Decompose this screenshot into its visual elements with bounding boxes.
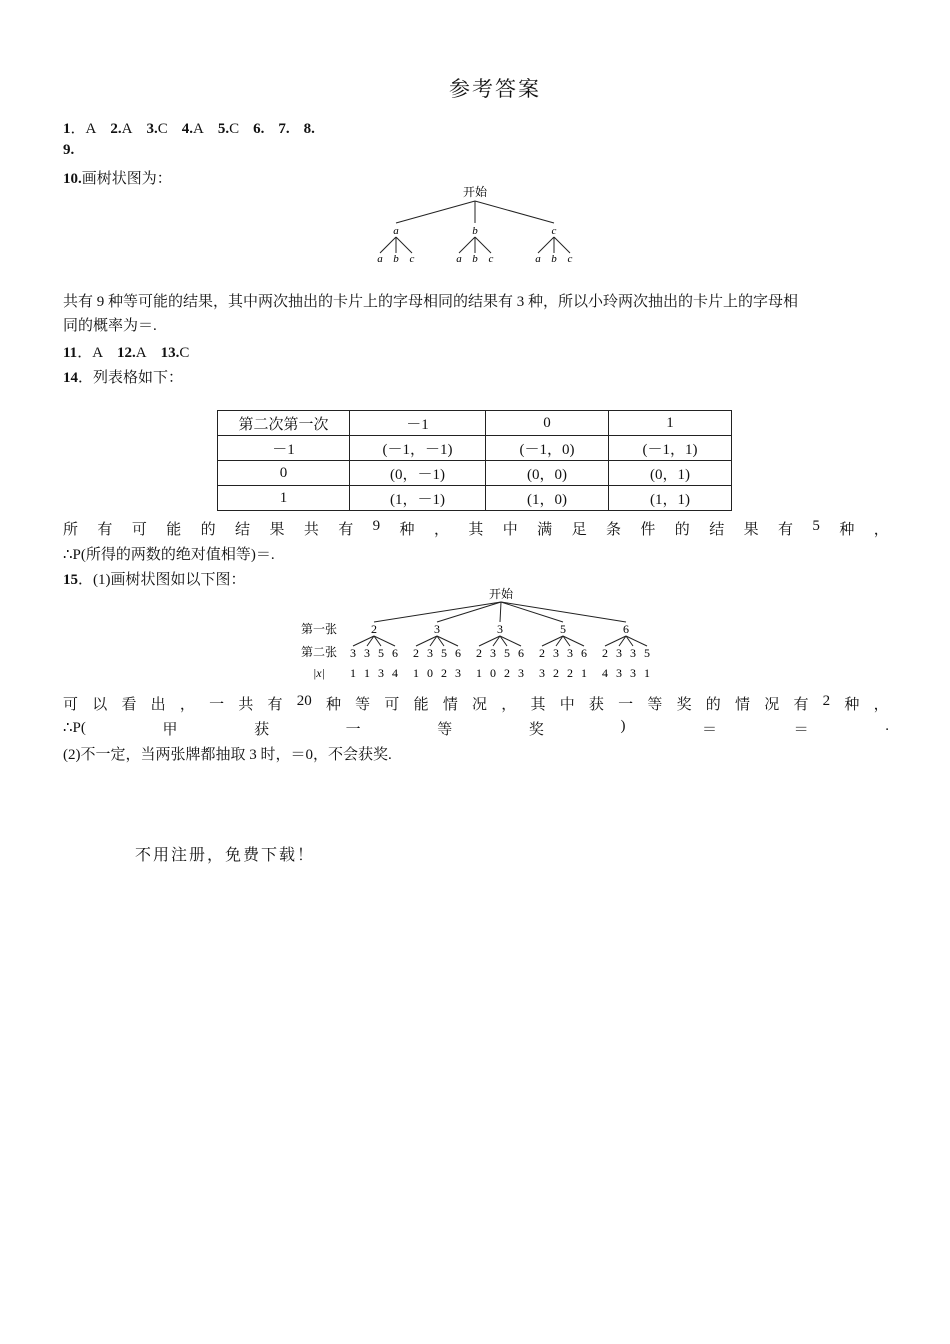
tree-node-level2: b xyxy=(551,253,557,265)
abs-diff-value: 3 xyxy=(616,666,622,680)
text-token: 有 xyxy=(338,522,354,538)
second-card-node: 3 xyxy=(364,646,370,660)
tree-node-level2: a xyxy=(456,253,462,265)
first-card-node: 2 xyxy=(371,622,377,636)
second-card-node: 2 xyxy=(539,646,545,660)
answer-item: 4.A xyxy=(181,121,204,137)
text-token: 况 xyxy=(472,697,488,713)
table-row xyxy=(218,486,732,511)
abs-diff-value: 1 xyxy=(350,666,356,680)
text-token: 奖 xyxy=(676,697,692,713)
row-head: －1 xyxy=(218,436,350,461)
row-head: 0 xyxy=(218,461,350,486)
second-card-node: 5 xyxy=(441,646,447,660)
tree-node-level2: b xyxy=(472,253,478,265)
text-token: ∴P( xyxy=(63,720,86,736)
text-token: 有 xyxy=(778,522,794,538)
text-token: 结 xyxy=(709,522,725,538)
text-token: 获 xyxy=(254,722,270,738)
answer-item: 6. xyxy=(253,121,265,137)
abs-diff-value: 3 xyxy=(539,666,545,680)
second-card-node: 5 xyxy=(378,646,384,660)
text-token: 一 xyxy=(345,722,361,738)
abs-diff-value: 4 xyxy=(602,666,608,680)
tree-node-level2: c xyxy=(567,253,573,265)
text-token: 果 xyxy=(269,522,285,538)
table-cell: (0，－1) xyxy=(350,461,486,486)
second-card-node: 5 xyxy=(504,646,510,660)
abs-diff-value: 2 xyxy=(504,666,510,680)
first-card-node: 3 xyxy=(434,622,440,636)
answer-item: 11．A xyxy=(63,345,104,361)
answer-item: 5.C xyxy=(217,121,240,137)
first-card-node: 3 xyxy=(497,622,503,636)
footer-note: 不用注册，免费下载！ xyxy=(135,847,316,864)
col-head: －1 xyxy=(350,411,486,436)
table-row xyxy=(218,436,732,461)
text-token: 一 xyxy=(209,697,225,713)
tree-root: 开始 xyxy=(488,587,514,601)
question-10: 10.画树状图为： xyxy=(63,171,172,187)
text-token: 共 xyxy=(238,697,254,713)
text-token: . xyxy=(885,718,889,734)
tree-node-level1: a xyxy=(393,225,399,237)
question-15: 15．(1)画树状图如以下图： xyxy=(63,572,246,588)
text-token: 有 xyxy=(267,697,283,713)
abs-diff-value: 3 xyxy=(630,666,636,680)
text-token: 5 xyxy=(812,518,820,534)
text-token: 等 xyxy=(647,697,663,713)
abs-diff-value: 2 xyxy=(567,666,573,680)
table-cell: (1，0) xyxy=(486,486,609,511)
label-abs-diff: |x| xyxy=(313,666,325,680)
first-card-node: 5 xyxy=(560,622,566,636)
second-card-node: 2 xyxy=(413,646,419,660)
table-cell: (－1，－1) xyxy=(350,436,486,461)
table-cell: (0，0) xyxy=(486,461,609,486)
tree-node-level2: a xyxy=(535,253,541,265)
text-token: ＝ xyxy=(793,722,809,738)
text-token: 甲 xyxy=(162,722,178,738)
abs-diff-value: 0 xyxy=(427,666,433,680)
text-token: 情 xyxy=(735,697,751,713)
abs-diff-value: 3 xyxy=(518,666,524,680)
tree-node-level2: b xyxy=(393,253,399,265)
tree-node-level2: a xyxy=(377,253,383,265)
text-token: 出 xyxy=(150,697,166,713)
text-token: 件 xyxy=(640,522,656,538)
text-token: 获 xyxy=(588,697,604,713)
label-first-card: 第一张 xyxy=(301,622,338,636)
second-card-node: 3 xyxy=(427,646,433,660)
tree-node-level2: c xyxy=(488,253,494,265)
answer-item: 2.A xyxy=(110,121,133,137)
answers-row-2 xyxy=(63,341,203,362)
abs-diff-value: 1 xyxy=(644,666,650,680)
tree-node-level1: b xyxy=(472,225,478,237)
second-card-node: 3 xyxy=(350,646,356,660)
first-card-node: 6 xyxy=(623,622,629,636)
abs-diff-value: 2 xyxy=(441,666,447,680)
abs-diff-value: 1 xyxy=(364,666,370,680)
text-token: 的 xyxy=(200,522,216,538)
abs-diff-value: 3 xyxy=(455,666,461,680)
text-token: 能 xyxy=(413,697,429,713)
row-head: 1 xyxy=(218,486,350,511)
text-token: 一 xyxy=(618,697,634,713)
text-token: 足 xyxy=(571,522,587,538)
text-token: 2 xyxy=(822,693,831,709)
text-token: 况 xyxy=(764,697,780,713)
text-token: 9 xyxy=(372,518,381,534)
q15-part2: (2)不一定，当两张牌都抽取 3 时，＝0，不会获奖. xyxy=(63,747,392,763)
second-card-node: 2 xyxy=(476,646,482,660)
table-cell: (1，－1) xyxy=(350,486,486,511)
text-token: 可 xyxy=(63,697,79,713)
text-token: ， xyxy=(433,522,449,538)
table-cell: (－1，1) xyxy=(609,436,732,461)
text-token: ) xyxy=(620,718,626,734)
text-token: 可 xyxy=(131,522,147,538)
tree-node-level1: c xyxy=(551,225,557,237)
second-card-node: 3 xyxy=(630,646,636,660)
second-card-node: 5 xyxy=(644,646,650,660)
table-row xyxy=(218,461,732,486)
question-14: 14．列表格如下： xyxy=(63,370,184,386)
answer-item: 13.C xyxy=(160,345,190,361)
text-token: 看 xyxy=(121,697,137,713)
second-card-node: 3 xyxy=(567,646,573,660)
second-card-node: 6 xyxy=(455,646,461,660)
abs-diff-value: 4 xyxy=(392,666,398,680)
text-token: 奖 xyxy=(528,722,544,738)
answer-item: 1．A xyxy=(63,121,97,137)
text-token: 中 xyxy=(559,697,575,713)
col-head: 1 xyxy=(609,411,732,436)
table-cell: (0，1) xyxy=(609,461,732,486)
second-card-node: 3 xyxy=(490,646,496,660)
second-card-node: 2 xyxy=(602,646,608,660)
second-card-node: 6 xyxy=(392,646,398,660)
abs-diff-value: 2 xyxy=(553,666,559,680)
q10-result-line1: 共有 9 种等可能的结果，其中两次抽出的卡片上的字母相同的结果有 3 种，所以小玲两次抽出的卡片上的字母相 xyxy=(63,294,799,310)
text-token: 其 xyxy=(468,522,484,538)
page-title: 参考答案 xyxy=(449,77,541,101)
text-token: 其 xyxy=(530,697,546,713)
text-token: 有 xyxy=(97,522,113,538)
text-token: 的 xyxy=(674,522,690,538)
abs-diff-value: 0 xyxy=(490,666,496,680)
abs-diff-value: 1 xyxy=(476,666,482,680)
q14-result-line2: ∴P(所得的两数的绝对值相等)＝. xyxy=(63,547,275,563)
abs-diff-value: 3 xyxy=(378,666,384,680)
tree-node-level2: c xyxy=(409,253,415,265)
result-table xyxy=(217,410,732,511)
tree-diagram-letters xyxy=(368,182,588,268)
text-token: 种 xyxy=(325,697,341,713)
text-token: 条 xyxy=(605,522,621,538)
table-cell: (－1，0) xyxy=(486,436,609,461)
text-token: 的 xyxy=(705,697,721,713)
text-token: 种 xyxy=(844,697,860,713)
q14-result-line1 xyxy=(63,518,889,539)
second-card-node: 6 xyxy=(581,646,587,660)
tree-diagram-cards xyxy=(295,584,665,684)
abs-diff-value: 1 xyxy=(581,666,587,680)
second-card-node: 3 xyxy=(553,646,559,660)
q10-result-line2: 同的概率为＝. xyxy=(63,318,157,334)
answer-item: 3.C xyxy=(146,121,168,137)
q15-result-line2 xyxy=(63,718,889,739)
text-token: ＝ xyxy=(702,722,718,738)
table-corner: 第二次第一次 xyxy=(218,411,350,436)
text-token: ， xyxy=(873,697,889,713)
text-token: 果 xyxy=(743,522,759,538)
table-cell: (1，1) xyxy=(609,486,732,511)
text-token: ， xyxy=(501,697,517,713)
text-token: 种 xyxy=(839,522,855,538)
text-token: 等 xyxy=(437,722,453,738)
text-token: ， xyxy=(873,522,889,538)
answer-item: 8. xyxy=(303,121,315,137)
text-token: 能 xyxy=(166,522,182,538)
text-token: ， xyxy=(179,697,195,713)
text-token: 中 xyxy=(502,522,518,538)
answer-item: 12.A xyxy=(117,345,147,361)
text-token: 有 xyxy=(793,697,809,713)
text-token: 情 xyxy=(442,697,458,713)
text-token: 满 xyxy=(537,522,553,538)
text-token: 种 xyxy=(399,522,415,538)
question-9: 9. xyxy=(63,142,75,158)
text-token: 所 xyxy=(63,522,79,538)
text-token: 以 xyxy=(92,697,108,713)
abs-diff-value: 1 xyxy=(413,666,419,680)
second-card-node: 6 xyxy=(518,646,524,660)
text-token: 共 xyxy=(303,522,319,538)
text-token: 等 xyxy=(355,697,371,713)
second-card-node: 3 xyxy=(616,646,622,660)
text-token: 20 xyxy=(296,693,312,709)
col-head: 0 xyxy=(486,411,609,436)
answer-item: 7. xyxy=(278,121,290,137)
text-token: 可 xyxy=(384,697,400,713)
label-second-card: 第二张 xyxy=(301,645,338,659)
text-token: 结 xyxy=(235,522,251,538)
tree-root: 开始 xyxy=(462,185,488,199)
answers-row-1 xyxy=(63,117,329,138)
q15-result-line1 xyxy=(63,693,889,714)
